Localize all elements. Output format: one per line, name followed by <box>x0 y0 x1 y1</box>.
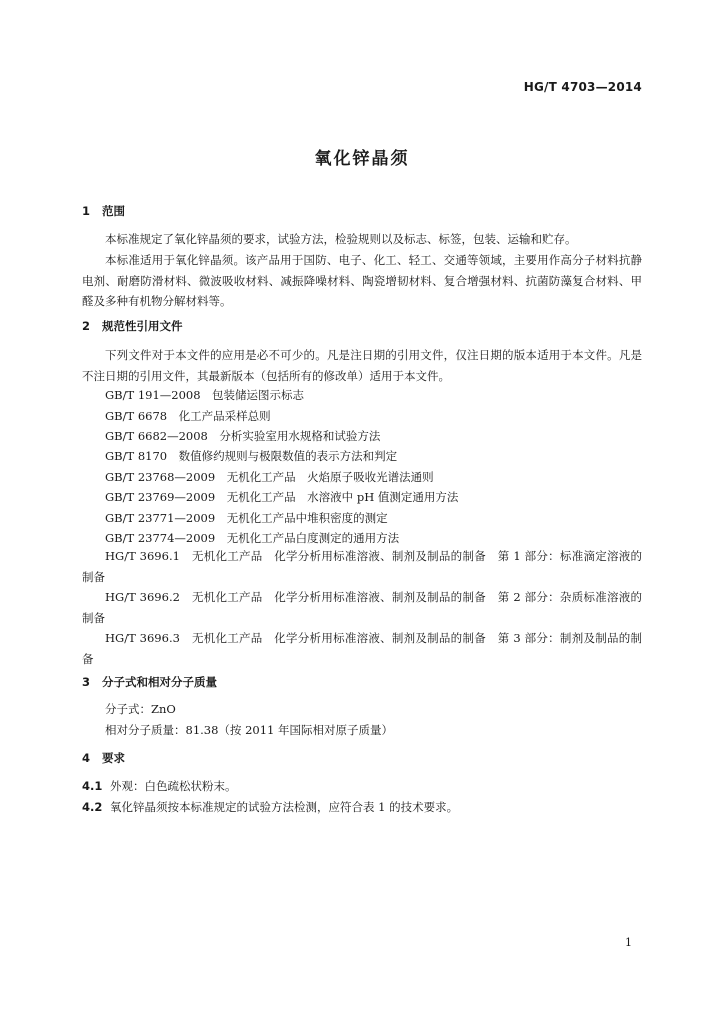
paragraph: 下列文件对于本文件的应用是必不可少的。凡是注日期的引用文件，仅注日期的版本适用于本文件。凡是不注日期的引用文件，其最新版本（包括所有的修改单）适用于本文件。 <box>82 348 642 383</box>
page-number: 1 <box>625 936 632 949</box>
section-number: 1 <box>82 204 91 218</box>
reference-item: GB/T 23771—2009 无机化工产品中堆积密度的测定 <box>105 511 388 525</box>
clause-4-2 <box>82 799 458 815</box>
reference-item: GB/T 23769—2009 无机化工产品 水溶液中 pH 值测定通用方法 <box>105 490 459 504</box>
doc-code: HG/T 4703—2014 <box>523 80 642 94</box>
reference-item: GB/T 191—2008 包装储运图示标志 <box>105 388 305 402</box>
section-title: 要求 <box>102 751 125 765</box>
reference-item: HG/T 3696.1 无机化工产品 化学分析用标准溶液、制剂及制品的制备 第 1 部分：标准滴定溶液的制备 <box>82 549 642 584</box>
reference-item: GB/T 6682—2008 分析实验室用水规格和试验方法 <box>105 429 381 443</box>
clause-number: 4.2 <box>82 800 103 814</box>
clause-number: 4.1 <box>82 779 103 793</box>
reference-item: GB/T 23768—2009 无机化工产品 火焰原子吸收光谱法通则 <box>105 470 434 484</box>
section-number: 4 <box>82 751 91 765</box>
page-title: 氧化锌晶须 <box>314 149 410 169</box>
reference-item: GB/T 23774—2009 无机化工产品白度测定的通用方法 <box>105 531 400 545</box>
section-title: 范围 <box>102 204 125 218</box>
reference-item: GB/T 8170 数值修约规则与极限数值的表示方法和判定 <box>105 449 398 463</box>
section-heading-3 <box>82 674 217 690</box>
section-heading-4 <box>82 750 125 766</box>
clause-text: 氧化锌晶须按本标准规定的试验方法检测，应符合表 1 的技术要求。 <box>110 800 459 814</box>
reference-item: GB/T 6678 化工产品采样总则 <box>105 409 271 423</box>
paragraph: 本标准适用于氧化锌晶须。该产品用于国防、电子、化工、轻工、交通等领域，主要用作高分子材料抗静电剂、耐磨防滑材料、微波吸收材料、减振降噪材料、陶瓷增韧材料、复合增强材料、抗菌防藻复合材料、甲醛及多种有机物分解材料等。 <box>82 253 642 308</box>
paragraph: 本标准规定了氧化锌晶须的要求，试验方法，检验规则以及标志、标签，包装、运输和贮存。 <box>105 232 577 246</box>
clause-text: 外观：白色疏松状粉末。 <box>110 779 237 793</box>
section-title: 分子式和相对分子质量 <box>102 675 217 689</box>
reference-item: HG/T 3696.2 无机化工产品 化学分析用标准溶液、制剂及制品的制备 第 2 部分：杂质标准溶液的制备 <box>82 590 642 625</box>
molecular-formula: 分子式：ZnO <box>105 702 176 716</box>
section-number: 2 <box>82 319 91 333</box>
section-heading-2 <box>82 318 183 334</box>
reference-item: HG/T 3696.3 无机化工产品 化学分析用标准溶液、制剂及制品的制备 第 3 部分：制剂及制品的制备 <box>82 631 642 666</box>
section-heading-1 <box>82 203 125 219</box>
section-number: 3 <box>82 675 91 689</box>
section-title: 规范性引用文件 <box>102 319 183 333</box>
clause-4-1 <box>82 778 237 794</box>
molecular-mass: 相对分子质量：81.38（按 2011 年国际相对原子质量） <box>105 723 393 737</box>
